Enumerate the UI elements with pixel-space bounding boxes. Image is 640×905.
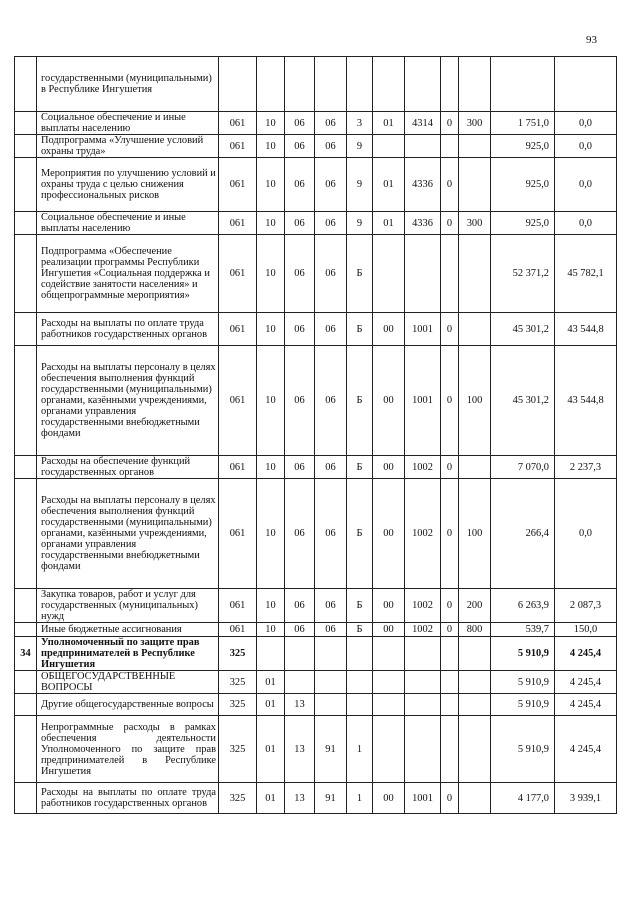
extra-code-cell: 0: [441, 456, 459, 479]
program-cell: 06: [315, 212, 347, 235]
expense-type-cell: [459, 313, 491, 346]
amount-2015-cell: 539,7: [491, 623, 555, 637]
table-row: [15, 158, 617, 212]
section-cell: 10: [257, 456, 285, 479]
program-cell: 91: [315, 783, 347, 814]
amount-2016-cell: 2 237,3: [555, 456, 617, 479]
direction-cell: [405, 716, 441, 783]
amount-2016-cell: 45 782,1: [555, 235, 617, 313]
subprogram-cell: Б: [347, 313, 373, 346]
section-cell: 10: [257, 623, 285, 637]
amount-2015-cell: 5 910,9: [491, 716, 555, 783]
program-cell: 06: [315, 135, 347, 158]
row-number-cell: [15, 783, 37, 814]
direction-cell: 1001: [405, 346, 441, 456]
row-number-cell: [15, 479, 37, 589]
subsection-cell: 06: [285, 112, 315, 135]
main-event-cell: 01: [373, 112, 405, 135]
subsection-cell: 06: [285, 313, 315, 346]
ministry-code-cell: 325: [219, 716, 257, 783]
amount-2016-cell: 4 245,4: [555, 637, 617, 671]
section-cell: 10: [257, 346, 285, 456]
table-row: [15, 313, 617, 346]
extra-code-cell: 0: [441, 158, 459, 212]
ministry-code-cell: 325: [219, 783, 257, 814]
subprogram-cell: [347, 637, 373, 671]
main-event-cell: [373, 671, 405, 694]
budget-table: [14, 56, 617, 814]
ministry-code-cell: 061: [219, 623, 257, 637]
extra-code-cell: [441, 694, 459, 716]
ministry-code-cell: 061: [219, 589, 257, 623]
table-row: [15, 135, 617, 158]
name-cell: Расходы на выплаты персоналу в целях обеспечения выполнения функций государственными (муниципальными) органами, казёнными учреждениями, органами управления государственными внебюджетными фондами: [37, 346, 219, 456]
subsection-cell: 06: [285, 479, 315, 589]
subsection-cell: 06: [285, 623, 315, 637]
expense-type-cell: [459, 694, 491, 716]
main-event-cell: [373, 694, 405, 716]
program-cell: 06: [315, 479, 347, 589]
row-number-cell: [15, 716, 37, 783]
row-number-cell: [15, 112, 37, 135]
row-number-cell: [15, 456, 37, 479]
amount-2015-cell: 266,4: [491, 479, 555, 589]
expense-type-cell: [459, 57, 491, 112]
main-event-cell: [373, 716, 405, 783]
direction-cell: 1002: [405, 479, 441, 589]
amount-2016-cell: 43 544,8: [555, 346, 617, 456]
row-number-cell: [15, 694, 37, 716]
table-row: [15, 112, 617, 135]
extra-code-cell: 0: [441, 783, 459, 814]
extra-code-cell: [441, 57, 459, 112]
program-cell: 91: [315, 716, 347, 783]
name-cell: Социальное обеспечение и иные выплаты населению: [37, 212, 219, 235]
expense-type-cell: 200: [459, 589, 491, 623]
table-row: [15, 716, 617, 783]
main-event-cell: 00: [373, 479, 405, 589]
program-cell: 06: [315, 589, 347, 623]
subprogram-cell: Б: [347, 346, 373, 456]
amount-2015-cell: 925,0: [491, 212, 555, 235]
subsection-cell: 13: [285, 783, 315, 814]
ministry-code-cell: [219, 57, 257, 112]
subprogram-cell: 1: [347, 716, 373, 783]
amount-2015-cell: 6 263,9: [491, 589, 555, 623]
table-row: [15, 235, 617, 313]
amount-2015-cell: 7 070,0: [491, 456, 555, 479]
main-event-cell: 00: [373, 623, 405, 637]
table-row: [15, 589, 617, 623]
subprogram-cell: 1: [347, 783, 373, 814]
subprogram-cell: [347, 694, 373, 716]
expense-type-cell: 300: [459, 212, 491, 235]
extra-code-cell: [441, 637, 459, 671]
direction-cell: [405, 235, 441, 313]
program-cell: 06: [315, 313, 347, 346]
extra-code-cell: [441, 671, 459, 694]
section-cell: 10: [257, 158, 285, 212]
subprogram-cell: [347, 671, 373, 694]
amount-2016-cell: 4 245,4: [555, 694, 617, 716]
main-event-cell: [373, 235, 405, 313]
table-row: [15, 479, 617, 589]
direction-cell: 1001: [405, 783, 441, 814]
direction-cell: [405, 637, 441, 671]
amount-2015-cell: 5 910,9: [491, 694, 555, 716]
name-cell: Закупка товаров, работ и услуг для государственных (муниципальных) нужд: [37, 589, 219, 623]
subprogram-cell: 9: [347, 135, 373, 158]
name-cell: Расходы на выплаты персоналу в целях обеспечения выполнения функций государственными (муниципальными) органами, казёнными учреждениями, органами управления государственными внебюджетными фондами: [37, 479, 219, 589]
section-cell: 10: [257, 112, 285, 135]
amount-2016-cell: 3 939,1: [555, 783, 617, 814]
table-row: [15, 456, 617, 479]
subsection-cell: 06: [285, 456, 315, 479]
ministry-code-cell: 325: [219, 694, 257, 716]
subsection-cell: [285, 671, 315, 694]
subprogram-cell: [347, 57, 373, 112]
row-number-cell: [15, 235, 37, 313]
program-cell: 06: [315, 235, 347, 313]
table-row: [15, 57, 617, 112]
direction-cell: [405, 135, 441, 158]
expense-type-cell: [459, 671, 491, 694]
program-cell: 06: [315, 456, 347, 479]
subprogram-cell: 3: [347, 112, 373, 135]
program-cell: 06: [315, 158, 347, 212]
program-cell: [315, 57, 347, 112]
subsection-cell: [285, 57, 315, 112]
section-cell: 10: [257, 479, 285, 589]
expense-type-cell: [459, 456, 491, 479]
expense-type-cell: [459, 158, 491, 212]
program-cell: 06: [315, 623, 347, 637]
extra-code-cell: [441, 716, 459, 783]
section-cell: [257, 57, 285, 112]
section-cell: 10: [257, 212, 285, 235]
section-cell: 10: [257, 589, 285, 623]
subprogram-cell: 9: [347, 158, 373, 212]
amount-2015-cell: 45 301,2: [491, 313, 555, 346]
program-cell: 06: [315, 112, 347, 135]
ministry-code-cell: 061: [219, 346, 257, 456]
amount-2016-cell: 4 245,4: [555, 716, 617, 783]
ministry-code-cell: 061: [219, 212, 257, 235]
table-row: [15, 694, 617, 716]
amount-2016-cell: 2 087,3: [555, 589, 617, 623]
table-row: [15, 637, 617, 671]
ministry-code-cell: 061: [219, 135, 257, 158]
amount-2016-cell: 0,0: [555, 479, 617, 589]
section-cell: 10: [257, 235, 285, 313]
direction-cell: 4336: [405, 158, 441, 212]
row-number-cell: [15, 671, 37, 694]
subsection-cell: 06: [285, 158, 315, 212]
direction-cell: 4314: [405, 112, 441, 135]
name-cell: ОБЩЕГОСУДАРСТВЕННЫЕ ВОПРОСЫ: [37, 671, 219, 694]
extra-code-cell: [441, 235, 459, 313]
ministry-code-cell: 325: [219, 637, 257, 671]
expense-type-cell: [459, 783, 491, 814]
table-row: [15, 346, 617, 456]
name-cell: Подпрограмма «Обеспечение реализации программы Республики Ингушетия «Социальная поддержка и содействие занятости населения» и общепрограммные мероприятия»: [37, 235, 219, 313]
section-cell: 10: [257, 313, 285, 346]
ministry-code-cell: 061: [219, 313, 257, 346]
direction-cell: 1001: [405, 313, 441, 346]
subsection-cell: [285, 637, 315, 671]
section-cell: [257, 637, 285, 671]
main-event-cell: 01: [373, 158, 405, 212]
program-cell: [315, 694, 347, 716]
main-event-cell: 00: [373, 783, 405, 814]
amount-2016-cell: 0,0: [555, 212, 617, 235]
ministry-code-cell: 061: [219, 235, 257, 313]
subsection-cell: 13: [285, 716, 315, 783]
table-row: [15, 212, 617, 235]
expense-type-cell: [459, 716, 491, 783]
subsection-cell: 06: [285, 212, 315, 235]
extra-code-cell: 0: [441, 313, 459, 346]
amount-2016-cell: 150,0: [555, 623, 617, 637]
expense-type-cell: 100: [459, 479, 491, 589]
table-row: [15, 623, 617, 637]
program-cell: [315, 637, 347, 671]
extra-code-cell: 0: [441, 589, 459, 623]
subprogram-cell: Б: [347, 479, 373, 589]
main-event-cell: 00: [373, 456, 405, 479]
amount-2015-cell: 45 301,2: [491, 346, 555, 456]
amount-2016-cell: [555, 57, 617, 112]
program-cell: [315, 671, 347, 694]
section-cell: 01: [257, 671, 285, 694]
table-row: [15, 783, 617, 814]
expense-type-cell: 800: [459, 623, 491, 637]
amount-2015-cell: 4 177,0: [491, 783, 555, 814]
extra-code-cell: 0: [441, 112, 459, 135]
section-cell: 01: [257, 783, 285, 814]
subsection-cell: 06: [285, 235, 315, 313]
expense-type-cell: 300: [459, 112, 491, 135]
direction-cell: [405, 694, 441, 716]
section-cell: 01: [257, 716, 285, 783]
subprogram-cell: 9: [347, 212, 373, 235]
page-number: 93: [586, 34, 597, 46]
amount-2015-cell: 1 751,0: [491, 112, 555, 135]
direction-cell: 4336: [405, 212, 441, 235]
amount-2015-cell: 5 910,9: [491, 671, 555, 694]
section-cell: 01: [257, 694, 285, 716]
name-cell: Непрограммные расходы в рамках обеспечения деятельности Уполномоченного по защите прав предпринимателей в Республике Ингушетия: [37, 716, 219, 783]
extra-code-cell: 0: [441, 623, 459, 637]
row-number-cell: 34: [15, 637, 37, 671]
subprogram-cell: Б: [347, 235, 373, 313]
direction-cell: [405, 57, 441, 112]
amount-2016-cell: 4 245,4: [555, 671, 617, 694]
main-event-cell: [373, 135, 405, 158]
row-number-cell: [15, 135, 37, 158]
extra-code-cell: 0: [441, 212, 459, 235]
main-event-cell: 00: [373, 313, 405, 346]
subsection-cell: 06: [285, 589, 315, 623]
name-cell: Расходы на выплаты по оплате труда работников государственных органов: [37, 313, 219, 346]
ministry-code-cell: 061: [219, 158, 257, 212]
row-number-cell: [15, 158, 37, 212]
name-cell: Расходы на обеспечение функций государственных органов: [37, 456, 219, 479]
subprogram-cell: Б: [347, 589, 373, 623]
ministry-code-cell: 061: [219, 479, 257, 589]
amount-2016-cell: 43 544,8: [555, 313, 617, 346]
main-event-cell: 00: [373, 589, 405, 623]
amount-2016-cell: 0,0: [555, 135, 617, 158]
direction-cell: 1002: [405, 623, 441, 637]
name-cell: Другие общегосударственные вопросы: [37, 694, 219, 716]
subprogram-cell: Б: [347, 623, 373, 637]
row-number-cell: [15, 212, 37, 235]
expense-type-cell: [459, 235, 491, 313]
name-cell: Социальное обеспечение и иные выплаты населению: [37, 112, 219, 135]
subsection-cell: 13: [285, 694, 315, 716]
amount-2015-cell: 925,0: [491, 135, 555, 158]
subsection-cell: 06: [285, 135, 315, 158]
extra-code-cell: [441, 135, 459, 158]
name-cell: Мероприятия по улучшению условий и охраны труда с целью снижения профессиональных рисков: [37, 158, 219, 212]
subprogram-cell: Б: [347, 456, 373, 479]
section-cell: 10: [257, 135, 285, 158]
expense-type-cell: 100: [459, 346, 491, 456]
ministry-code-cell: 061: [219, 112, 257, 135]
main-event-cell: 00: [373, 346, 405, 456]
row-number-cell: [15, 346, 37, 456]
name-cell: Расходы на выплаты по оплате труда работников государственных органов: [37, 783, 219, 814]
expense-type-cell: [459, 135, 491, 158]
main-event-cell: [373, 57, 405, 112]
main-event-cell: [373, 637, 405, 671]
row-number-cell: [15, 623, 37, 637]
extra-code-cell: 0: [441, 346, 459, 456]
main-event-cell: 01: [373, 212, 405, 235]
name-cell: Уполномоченный по защите прав предпринимателей в Республике Ингушетия: [37, 637, 219, 671]
table-row: [15, 671, 617, 694]
row-number-cell: [15, 57, 37, 112]
ministry-code-cell: 061: [219, 456, 257, 479]
amount-2015-cell: 52 371,2: [491, 235, 555, 313]
amount-2016-cell: 0,0: [555, 158, 617, 212]
direction-cell: 1002: [405, 589, 441, 623]
amount-2015-cell: 5 910,9: [491, 637, 555, 671]
program-cell: 06: [315, 346, 347, 456]
direction-cell: 1002: [405, 456, 441, 479]
direction-cell: [405, 671, 441, 694]
amount-2016-cell: 0,0: [555, 112, 617, 135]
row-number-cell: [15, 589, 37, 623]
expense-type-cell: [459, 637, 491, 671]
amount-2015-cell: 925,0: [491, 158, 555, 212]
name-cell: государственными (муниципальными) в Республике Ингушетия: [37, 57, 219, 112]
name-cell: Иные бюджетные ассигнования: [37, 623, 219, 637]
ministry-code-cell: 325: [219, 671, 257, 694]
row-number-cell: [15, 313, 37, 346]
subsection-cell: 06: [285, 346, 315, 456]
amount-2015-cell: [491, 57, 555, 112]
extra-code-cell: 0: [441, 479, 459, 589]
name-cell: Подпрограмма «Улучшение условий охраны труда»: [37, 135, 219, 158]
